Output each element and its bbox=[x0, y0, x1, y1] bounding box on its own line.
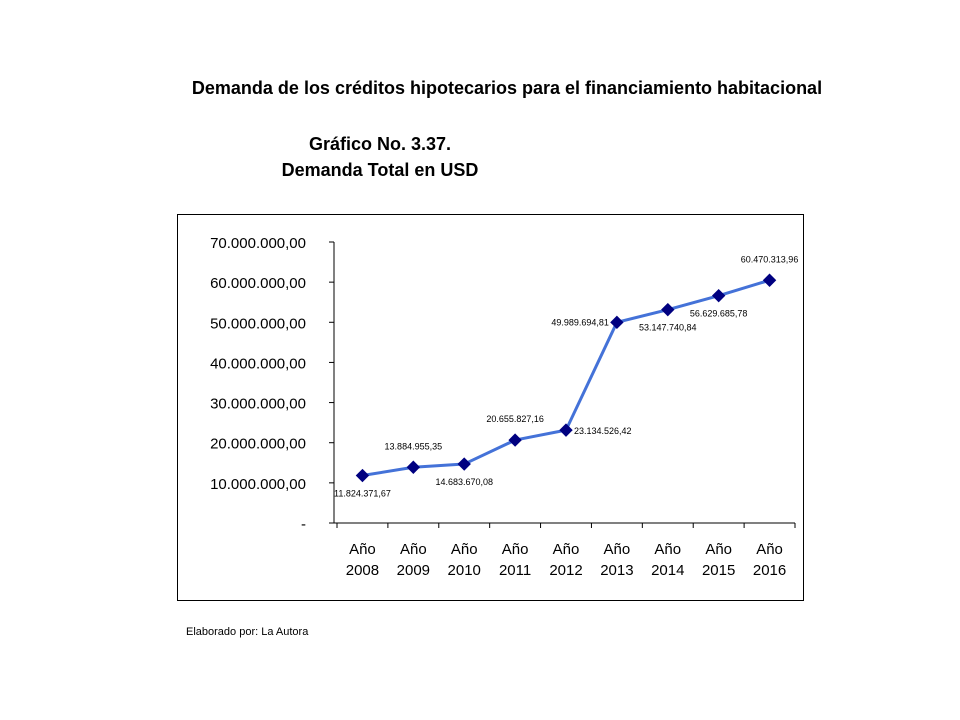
chart-data-labels bbox=[334, 254, 798, 498]
x-tick-label: Año bbox=[450, 541, 478, 558]
x-tick-label-year: 2015 bbox=[701, 562, 736, 579]
data-point bbox=[356, 470, 368, 482]
y-tick-label: 40.000.000,00 bbox=[210, 355, 306, 373]
chart-subtitle: Demanda Total en USD bbox=[281, 160, 479, 180]
chart-number: Gráfico No. 3.37. bbox=[308, 134, 452, 154]
x-tick-label-year: 2013 bbox=[600, 562, 634, 579]
chart-axes bbox=[210, 235, 795, 579]
x-tick-label-year: 2016 bbox=[752, 562, 787, 579]
data-label: 23.134.526,42 bbox=[574, 426, 632, 437]
x-tick-label: Año bbox=[654, 541, 682, 558]
y-tick-label: - bbox=[301, 516, 306, 533]
y-tick-label: 20.000.000,00 bbox=[210, 435, 306, 453]
x-tick-label: Año bbox=[552, 541, 580, 558]
x-tick-label-year: 2012 bbox=[549, 562, 583, 579]
x-tick-label-year: 2008 bbox=[345, 562, 380, 579]
data-point bbox=[509, 434, 521, 446]
data-point bbox=[764, 274, 776, 286]
data-label: 20.655.827,16 bbox=[486, 414, 544, 425]
y-tick-label: 70.000.000,00 bbox=[210, 235, 306, 252]
data-label: 11.824.371,67 bbox=[333, 488, 391, 499]
data-label: 56.629.685,78 bbox=[689, 308, 748, 319]
x-tick-label: Año bbox=[705, 541, 733, 558]
data-label: 14.683.670,08 bbox=[435, 477, 494, 488]
data-label: 60.470.313,96 bbox=[740, 254, 799, 265]
x-tick-label: Año bbox=[501, 541, 529, 558]
y-tick-label: 60.000.000,00 bbox=[210, 275, 306, 293]
x-tick-label: Año bbox=[399, 541, 427, 558]
data-point bbox=[611, 316, 623, 328]
y-tick-label: 30.000.000,00 bbox=[210, 395, 306, 413]
data-point bbox=[407, 461, 419, 473]
x-tick-label: Año bbox=[603, 541, 631, 558]
data-point bbox=[458, 458, 470, 470]
x-tick-label-year: 2009 bbox=[396, 562, 431, 579]
x-tick-label: Año bbox=[349, 541, 376, 558]
y-tick-label: 10.000.000,00 bbox=[210, 475, 306, 493]
data-label: 49.989.694,81 bbox=[551, 317, 609, 328]
data-point bbox=[662, 304, 674, 316]
x-tick-label-year: 2014 bbox=[651, 562, 685, 579]
data-point bbox=[560, 424, 572, 436]
x-tick-label-year: 2010 bbox=[447, 562, 481, 579]
data-label: 53.147.740,84 bbox=[638, 322, 697, 333]
x-tick-label: Año bbox=[756, 541, 783, 558]
y-tick-label: 50.000.000,00 bbox=[210, 315, 306, 333]
data-point bbox=[713, 290, 725, 302]
page-title: Demanda de los créditos hipotecarios para el financiamiento habitacional bbox=[191, 78, 823, 98]
data-label: 13.884.955,35 bbox=[384, 441, 443, 452]
source-note: Elaborado por: La Autora bbox=[186, 626, 309, 638]
x-tick-label-year: 2011 bbox=[498, 562, 532, 579]
